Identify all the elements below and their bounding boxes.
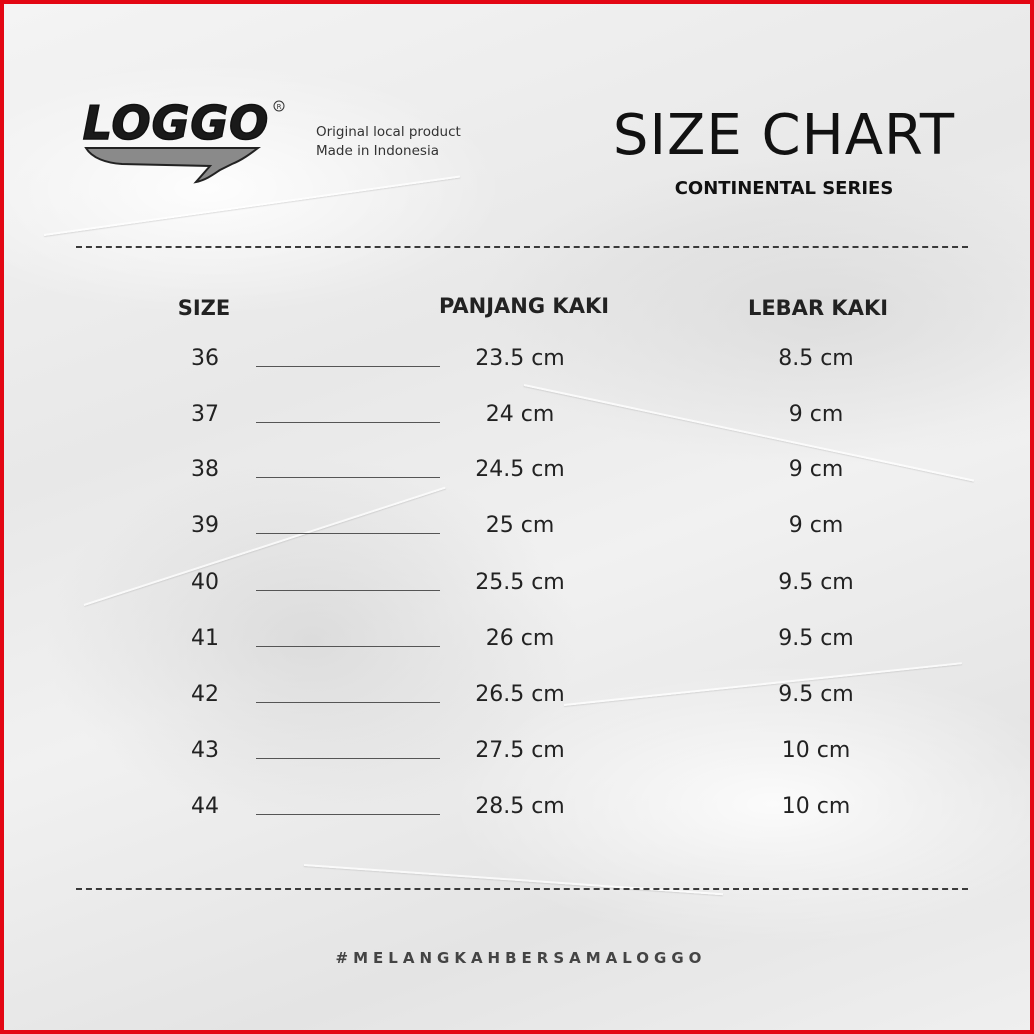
table-row <box>4 626 1034 666</box>
size-value: 39 <box>191 513 219 538</box>
swoosh-icon <box>86 148 258 182</box>
row-leader-line <box>256 646 440 647</box>
logo-wordmark: LOGGO <box>82 96 270 150</box>
loggo-logo <box>72 94 288 186</box>
table-row <box>4 738 1034 778</box>
page-title: SIZE CHART <box>612 103 956 168</box>
panjang-value: 24.5 cm <box>475 457 565 482</box>
panjang-value: 24 cm <box>485 402 555 427</box>
size-value: 42 <box>191 682 219 707</box>
column-header-lebar-kaki: LEBAR KAKI <box>747 296 889 320</box>
row-leader-line <box>256 477 440 478</box>
panjang-value: 28.5 cm <box>475 794 565 819</box>
footer-hashtag: #MELANGKAHBERSAMALOGGO <box>335 949 707 967</box>
size-value: 41 <box>191 626 219 651</box>
panjang-value: 26.5 cm <box>475 682 565 707</box>
lebar-value: 9 cm <box>788 457 844 482</box>
lebar-value: 9 cm <box>788 513 844 538</box>
paper-crease <box>304 864 723 895</box>
lebar-value: 9.5 cm <box>778 626 854 651</box>
tagline-line-1: Original local product <box>316 124 461 140</box>
size-value: 38 <box>191 457 219 482</box>
table-row <box>4 402 1034 442</box>
bottom-divider <box>76 888 968 890</box>
row-leader-line <box>256 366 440 367</box>
lebar-value: 10 cm <box>781 794 851 819</box>
table-row <box>4 513 1034 553</box>
size-value: 36 <box>191 346 219 371</box>
page-subtitle: CONTINENTAL SERIES <box>674 178 894 199</box>
table-row <box>4 682 1034 722</box>
tagline-line-2: Made in Indonesia <box>316 143 439 159</box>
lebar-value: 8.5 cm <box>778 346 854 371</box>
table-row <box>4 794 1034 834</box>
table-row <box>4 346 1034 386</box>
size-value: 43 <box>191 738 219 763</box>
lebar-value: 10 cm <box>781 738 851 763</box>
row-leader-line <box>256 702 440 703</box>
row-leader-line <box>256 814 440 815</box>
panjang-value: 23.5 cm <box>475 346 565 371</box>
row-leader-line <box>256 533 440 534</box>
brand-tagline <box>316 123 461 161</box>
column-header-panjang-kaki: PANJANG KAKI <box>438 294 610 318</box>
table-row <box>4 570 1034 610</box>
panjang-value: 26 cm <box>485 626 555 651</box>
lebar-value: 9 cm <box>788 402 844 427</box>
panjang-value: 27.5 cm <box>475 738 565 763</box>
size-value: 40 <box>191 570 219 595</box>
row-leader-line <box>256 422 440 423</box>
lebar-value: 9.5 cm <box>778 570 854 595</box>
row-leader-line <box>256 590 440 591</box>
size-value: 44 <box>191 794 219 819</box>
svg-text:R: R <box>276 103 282 111</box>
lebar-value: 9.5 cm <box>778 682 854 707</box>
column-header-size: SIZE <box>177 296 231 320</box>
size-value: 37 <box>191 402 219 427</box>
panjang-value: 25.5 cm <box>475 570 565 595</box>
panjang-value: 25 cm <box>485 513 555 538</box>
row-leader-line <box>256 758 440 759</box>
top-divider <box>76 246 968 248</box>
table-row <box>4 457 1034 497</box>
